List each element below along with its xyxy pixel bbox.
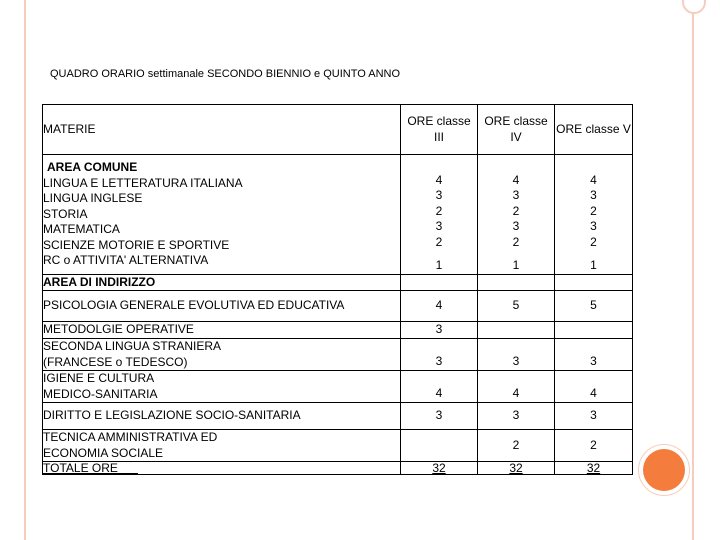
subject-cell: SECONDA LINGUA STRANIERA (FRANCESE o TEDESCO) bbox=[43, 339, 221, 369]
hours-cell: 3 bbox=[555, 403, 633, 430]
hours-cell: 2 bbox=[590, 234, 597, 249]
subject-cell: IGIENE E CULTURA MEDICO-SANITARIA bbox=[43, 371, 158, 401]
hours-cell: 3 bbox=[512, 188, 520, 202]
hours-cell bbox=[555, 322, 633, 339]
column-header-III: ORE classe III bbox=[401, 105, 478, 155]
hours-cell: 3 bbox=[401, 403, 478, 430]
hours-cell: 2 bbox=[555, 430, 633, 462]
slide-frame-left-line bbox=[24, 0, 26, 540]
total-hours-V: 32 bbox=[555, 462, 633, 475]
table-row bbox=[43, 430, 633, 462]
hours-cell: 3 bbox=[435, 219, 443, 233]
hours-cell: 4 bbox=[401, 371, 478, 403]
hours-cell: 2 bbox=[590, 203, 597, 218]
hours-cell: 4 bbox=[478, 371, 555, 403]
hours-cell: 5 bbox=[478, 291, 555, 322]
hours-cell: 3 bbox=[590, 188, 597, 202]
hours-cell: 3 bbox=[401, 339, 478, 371]
table-row bbox=[43, 322, 633, 339]
table-row bbox=[43, 371, 633, 403]
subject-cell: TECNICA AMMINISTRATIVA ED ECONOMIA SOCIALE bbox=[43, 430, 218, 460]
section-header-row bbox=[43, 274, 633, 291]
common-area-block bbox=[43, 155, 633, 275]
subject-cell: STORIA bbox=[43, 206, 88, 221]
table-row bbox=[43, 339, 633, 371]
column-header-V: ORE classe V bbox=[555, 105, 633, 155]
total-label: TOTALE ORE bbox=[43, 461, 118, 475]
hours-cell bbox=[401, 430, 478, 462]
subject-cell: LINGUA E LETTERATURA ITALIANA bbox=[43, 175, 243, 190]
total-row bbox=[43, 462, 633, 475]
subject-cell: METODOLGIE OPERATIVE bbox=[43, 322, 401, 339]
hours-column-IV bbox=[478, 155, 555, 275]
hours-column-III bbox=[401, 155, 478, 275]
hours-cell: 2 bbox=[512, 234, 520, 249]
hours-cell: 4 bbox=[590, 172, 597, 187]
subject-column-header: MATERIE bbox=[43, 105, 401, 155]
hours-cell: 3 bbox=[555, 339, 633, 371]
hours-cell: 2 bbox=[478, 430, 555, 462]
total-hours-III: 32 bbox=[401, 462, 478, 475]
hours-cell: 1 bbox=[512, 258, 520, 272]
page-title: QUADRO ORARIO settimanale SECONDO BIENNIO e QUINTO ANNO bbox=[50, 68, 401, 80]
hours-cell: 3 bbox=[401, 322, 478, 339]
slide-frame-right-line bbox=[692, 0, 694, 540]
hours-cell: 2 bbox=[512, 203, 520, 218]
hours-cell: 1 bbox=[590, 258, 597, 272]
hours-column-V bbox=[555, 155, 633, 275]
subject-cell: PSICOLOGIA GENERALE EVOLUTIVA ED EDUCATIVA bbox=[43, 291, 401, 322]
common-area-subjects bbox=[43, 155, 401, 275]
hours-cell: 4 bbox=[555, 371, 633, 403]
hours-cell: 5 bbox=[555, 291, 633, 322]
hours-cell: 3 bbox=[435, 188, 443, 202]
subject-cell: RC o ATTIVITA' ALTERNATIVA bbox=[43, 253, 209, 267]
hours-cell: 2 bbox=[435, 234, 443, 249]
table-row bbox=[43, 403, 633, 430]
total-hours-IV: 32 bbox=[478, 462, 555, 475]
hours-cell bbox=[478, 322, 555, 339]
hours-cell: 1 bbox=[435, 258, 443, 272]
section-label-common: AREA COMUNE bbox=[47, 160, 138, 174]
hours-cell: 3 bbox=[478, 339, 555, 371]
section-label-specific: AREA DI INDIRIZZO bbox=[43, 274, 401, 291]
hours-cell: 2 bbox=[435, 203, 443, 218]
decorative-circle-bottom bbox=[643, 449, 685, 491]
decorative-circle-top bbox=[682, 0, 706, 14]
table-header-row bbox=[43, 105, 633, 155]
hours-cell: 3 bbox=[478, 403, 555, 430]
subject-cell: SCIENZE MOTORIE E SPORTIVE bbox=[43, 237, 230, 252]
table-row bbox=[43, 291, 633, 322]
subject-cell: MATEMATICA bbox=[43, 222, 120, 236]
hours-cell: 3 bbox=[590, 219, 597, 233]
subject-cell: LINGUA INGLESE bbox=[43, 191, 143, 205]
subject-cell: DIRITTO E LEGISLAZIONE SOCIO-SANITARIA bbox=[43, 403, 401, 430]
hours-cell: 3 bbox=[512, 219, 520, 233]
hours-cell: 4 bbox=[401, 291, 478, 322]
schedule-table bbox=[42, 104, 633, 475]
hours-cell: 4 bbox=[435, 172, 443, 187]
column-header-IV: ORE classe IV bbox=[478, 105, 555, 155]
hours-cell: 4 bbox=[512, 172, 520, 187]
